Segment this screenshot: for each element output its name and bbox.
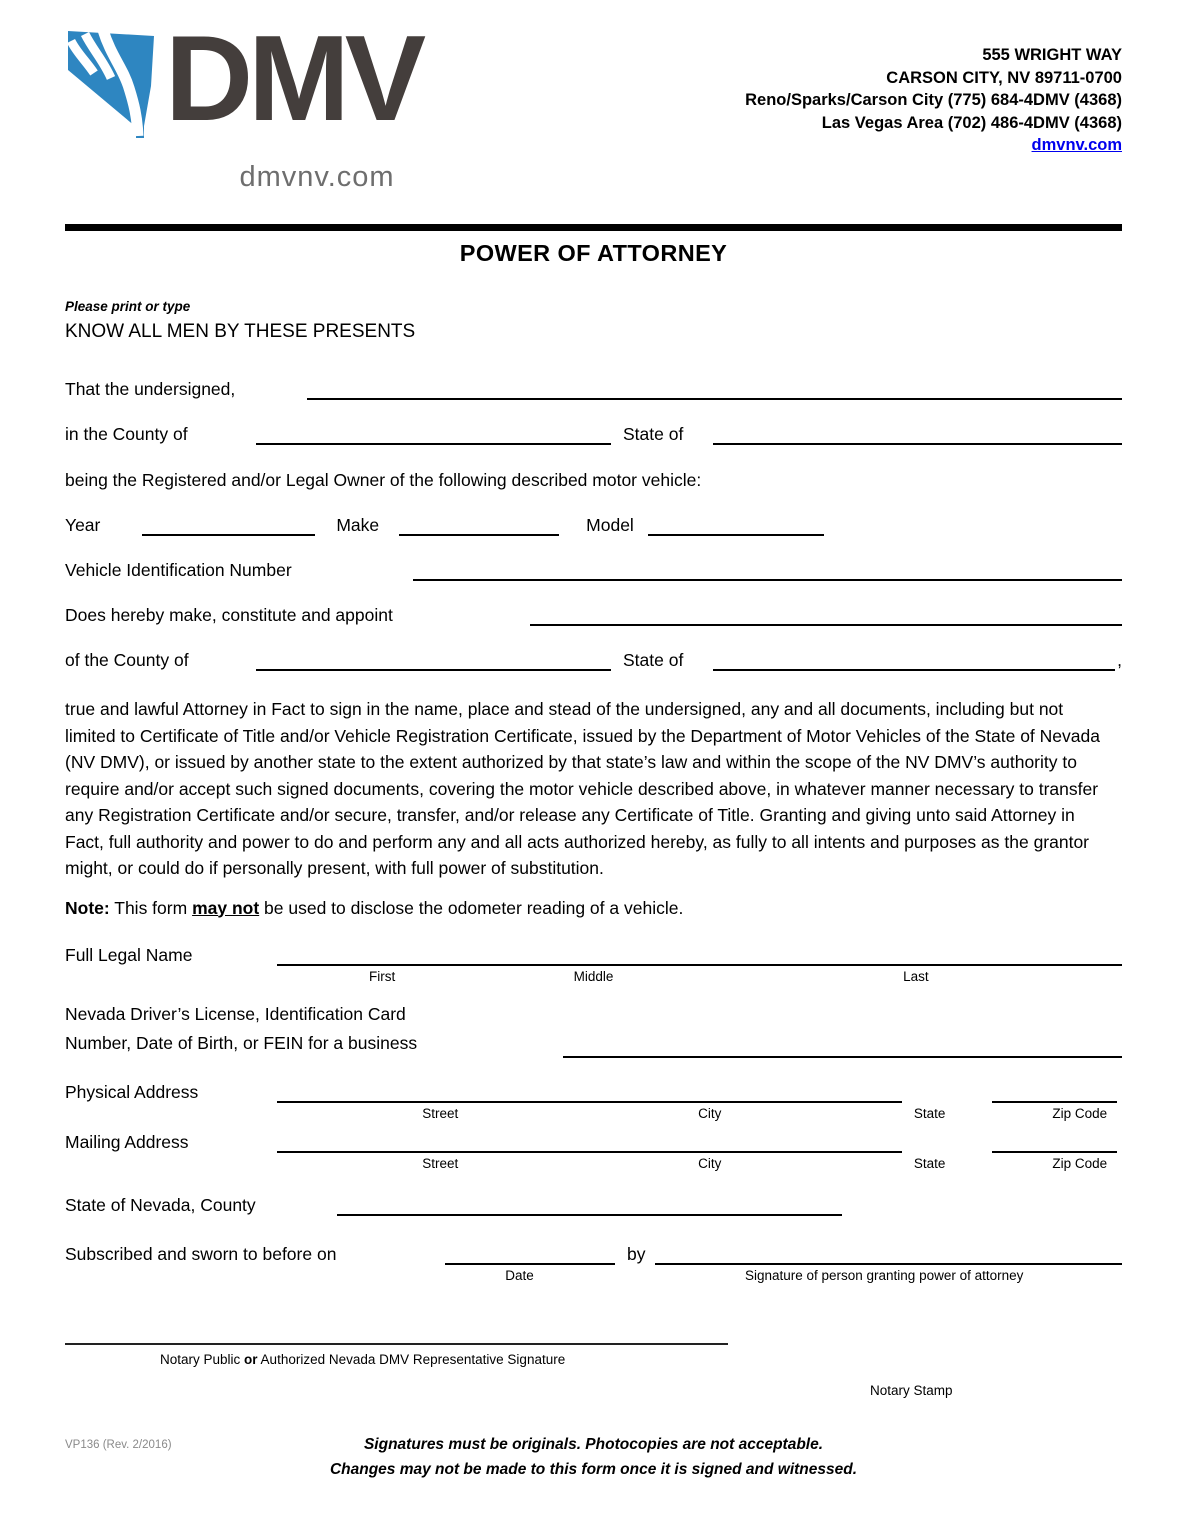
- full-name-row: [65, 945, 1122, 966]
- id-number-field-line[interactable]: [563, 1056, 1122, 1058]
- logo-website-text: dmvnv.com: [239, 161, 395, 193]
- contact-block: [745, 28, 1122, 157]
- note-text-before: This form: [109, 897, 193, 918]
- notary-signature-field-line[interactable]: [65, 1343, 728, 1345]
- sworn-row: [65, 1244, 1122, 1265]
- notary-stamp-label: Notary Stamp: [870, 1382, 953, 1398]
- nevada-road-icon: [65, 28, 157, 161]
- print-instruction: Please print or type: [65, 299, 191, 314]
- by-label: by: [627, 1243, 646, 1264]
- attorney-state-field-line[interactable]: [713, 669, 1115, 671]
- dmv-logo: [65, 10, 467, 194]
- owner-statement: being the Registered and/or Legal Owner of the following described motor vehicle:: [65, 470, 702, 490]
- attorney-county-label: of the County of: [65, 650, 189, 670]
- sworn-label: Subscribed and sworn to before on: [65, 1243, 337, 1264]
- id-number-row: [65, 1000, 1122, 1058]
- model-label: Model: [586, 515, 634, 535]
- physical-address-row: [65, 1082, 1122, 1103]
- grantor-state-label: State of: [623, 424, 684, 444]
- odometer-note: [65, 898, 1122, 919]
- undersigned-name-field-line[interactable]: [307, 398, 1122, 400]
- city-sublabel: City: [698, 1155, 722, 1171]
- attorney-name-field-line[interactable]: [530, 624, 1122, 626]
- full-name-field-line[interactable]: [277, 964, 1122, 966]
- address-line-2: CARSON CITY, NV 89711-0700: [886, 68, 1122, 87]
- undersigned-row: [65, 379, 1122, 400]
- model-field-line[interactable]: [648, 534, 824, 536]
- grantor-signature-field-line[interactable]: [655, 1263, 1122, 1265]
- warning-line-2: Changes may not be made to this form once it is signed and witnessed.: [329, 1461, 858, 1478]
- state-sublabel: State: [913, 1105, 946, 1121]
- form-number: VP136 (Rev. 2/2016): [65, 1439, 172, 1451]
- vin-field-line[interactable]: [413, 579, 1122, 581]
- mailing-address-row: [65, 1132, 1122, 1153]
- last-name-sublabel: Last: [903, 968, 929, 984]
- website-link[interactable]: dmvnv.com: [1031, 136, 1122, 154]
- legal-paragraph: true and lawful Attorney in Fact to sign in the name, place and stead of the undersigned, any and all documents, including but not limited to Certificate of Title and/or Vehicle Registration Certificate, issued by the Department of Motor Vehicles of the State of Nevada (NV DMV), or issued by another state to the extent authorized by that state’s law and within the scope of the NV DMV’s authority to require and/or accept such signed documents, covering the motor vehicle described above, in whatever manner necessary to transfer any Registration Certificate and/or secure, transfer, and/or release any Certificate of Title. Granting and giving unto said Attorney in Fact, full authority and power to do and perform any and all acts authorized hereby, as fully to all intents and purposes as the grantor might, or could do if personally present, with full power of substitution.: [65, 699, 1100, 878]
- city-sublabel: City: [698, 1105, 722, 1121]
- make-label: Make: [336, 515, 380, 535]
- full-name-label: Full Legal Name: [65, 944, 193, 965]
- attorney-county-state-row: [65, 650, 1122, 671]
- phone-reno: Reno/Sparks/Carson City (775) 684-4DMV (4368): [745, 91, 1122, 109]
- note-emphasized: may not: [192, 897, 260, 918]
- header: [65, 10, 1122, 194]
- nevada-county-field-line[interactable]: [337, 1214, 842, 1216]
- middle-name-sublabel: Middle: [573, 968, 614, 984]
- year-label: Year: [65, 515, 101, 535]
- phone-vegas: Las Vegas Area (702) 486-4DMV (4368): [821, 113, 1122, 132]
- notary-label-or: or: [244, 1351, 258, 1367]
- zip-sublabel: Zip Code: [1052, 1155, 1108, 1171]
- physical-street-city-state-field-line[interactable]: [277, 1101, 902, 1103]
- grantor-county-label: in the County of: [65, 424, 188, 444]
- mailing-address-sublabels: [65, 1156, 1122, 1173]
- id-number-label: [65, 1000, 555, 1058]
- attorney-state-label: State of: [623, 650, 684, 670]
- vin-label: Vehicle Identification Number: [65, 560, 292, 580]
- physical-zip-field-line[interactable]: [992, 1101, 1117, 1103]
- year-field-line[interactable]: [142, 534, 315, 536]
- appoint-label: Does hereby make, constitute and appoint: [65, 605, 393, 625]
- divider-rule: [65, 224, 1122, 231]
- first-name-sublabel: First: [368, 968, 396, 984]
- make-field-line[interactable]: [399, 534, 559, 536]
- footer: [65, 1432, 1122, 1482]
- mailing-zip-field-line[interactable]: [992, 1151, 1117, 1153]
- notary-label-pre: Notary Public: [160, 1351, 245, 1367]
- note-label: Note:: [65, 897, 110, 918]
- date-field-line[interactable]: [445, 1263, 615, 1265]
- physical-address-label: Physical Address: [65, 1081, 199, 1102]
- id-label-line2: Number, Date of Birth, or FEIN for a business: [65, 1032, 418, 1053]
- vin-row: [65, 560, 1122, 581]
- notary-signature-label: [160, 1352, 1122, 1367]
- physical-address-sublabels: [65, 1106, 1122, 1123]
- nevada-county-row: [65, 1195, 1122, 1216]
- date-sublabel: Date: [505, 1267, 534, 1283]
- footer-warnings: [65, 1432, 1122, 1482]
- notary-label-post: Authorized Nevada DMV Representative Signature: [257, 1351, 566, 1367]
- undersigned-label: That the undersigned,: [65, 379, 236, 399]
- grantor-state-field-line[interactable]: [713, 443, 1122, 445]
- vehicle-row: [65, 515, 1122, 536]
- appoint-row: [65, 605, 1122, 626]
- name-sublabels: [65, 969, 1122, 986]
- street-sublabel: Street: [422, 1155, 459, 1171]
- trailing-comma: ,: [1117, 650, 1122, 670]
- warning-line-1: Signatures must be originals. Photocopies are not acceptable.: [363, 1436, 824, 1453]
- street-sublabel: Street: [422, 1105, 459, 1121]
- state-sublabel: State: [913, 1155, 946, 1171]
- form-title: POWER OF ATTORNEY: [459, 240, 728, 266]
- zip-sublabel: Zip Code: [1052, 1105, 1108, 1121]
- mailing-street-city-state-field-line[interactable]: [277, 1151, 902, 1153]
- address-line-1: 555 WRIGHT WAY: [982, 46, 1122, 64]
- grantor-county-field-line[interactable]: [256, 443, 611, 445]
- salutation: KNOW ALL MEN BY THESE PRESENTS: [65, 321, 416, 342]
- brand-wordmark: DMV: [165, 10, 422, 146]
- attorney-county-field-line[interactable]: [256, 669, 611, 671]
- sworn-sublabels: [65, 1268, 1122, 1285]
- note-text-after: be used to disclose the odometer reading of a vehicle.: [259, 897, 684, 918]
- mailing-address-label: Mailing Address: [65, 1131, 189, 1152]
- id-label-line1: Nevada Driver’s License, Identification Card: [65, 1003, 406, 1024]
- grantor-county-state-row: [65, 424, 1122, 445]
- nevada-county-label: State of Nevada, County: [65, 1194, 256, 1215]
- signature-sublabel: Signature of person granting power of attorney: [744, 1267, 1024, 1283]
